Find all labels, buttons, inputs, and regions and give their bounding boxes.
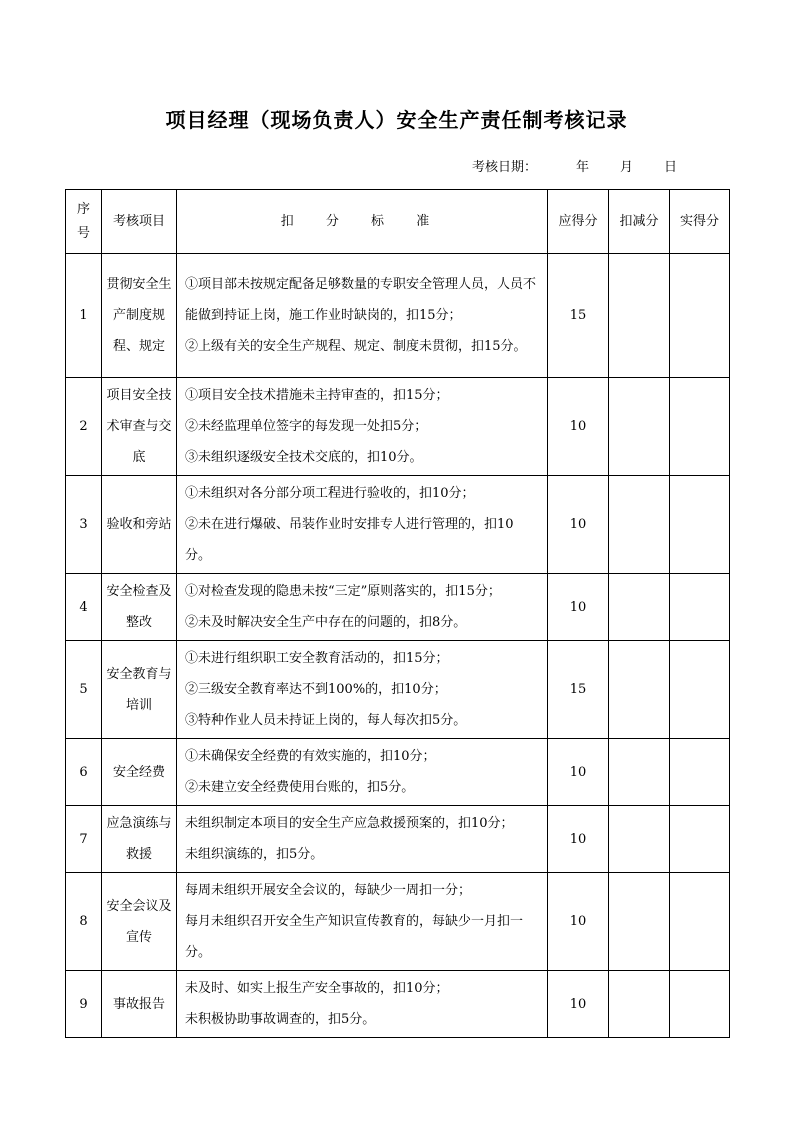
deduction-criteria [177, 574, 548, 641]
due-score: 10 [548, 806, 609, 873]
due-score: 10 [548, 739, 609, 806]
date-day-field[interactable]: 日 [664, 160, 678, 175]
deducted-score-field[interactable] [609, 641, 670, 739]
actual-score-field[interactable] [670, 806, 730, 873]
deduction-criteria [177, 378, 548, 476]
header-num: 序号 [66, 190, 102, 254]
table-row [66, 873, 730, 971]
document-title: 项目经理（现场负责人）安全生产责任制考核记录 [165, 108, 628, 132]
deducted-score-field[interactable] [609, 806, 670, 873]
deducted-score-field[interactable] [609, 873, 670, 971]
criteria-line: ①未进行组织职工安全教育活动的，扣15分； [185, 651, 449, 666]
actual-score-field[interactable] [670, 378, 730, 476]
due-score: 10 [548, 378, 609, 476]
criteria-line: 每月未组织召开安全生产知识宣传教育的，每缺少一月扣一分。 [185, 914, 524, 960]
assessment-table [65, 189, 730, 1038]
header-criteria: 扣 分 标 准 [177, 190, 548, 254]
due-score: 15 [548, 254, 609, 378]
assessment-item: 验收和旁站 [102, 476, 177, 574]
due-score: 10 [548, 971, 609, 1038]
due-score: 15 [548, 641, 609, 739]
header-due-score: 应得分 [548, 190, 609, 254]
criteria-line: ②未及时解决安全生产中存在的问题的，扣8分。 [185, 615, 467, 630]
row-number: 7 [66, 806, 102, 873]
criteria-line: ①对检查发现的隐患未按“三定”原则落实的，扣15分； [185, 584, 501, 599]
actual-score-field[interactable] [670, 254, 730, 378]
deduction-criteria [177, 254, 548, 378]
date-month-field[interactable]: 月 [620, 160, 634, 175]
due-score: 10 [548, 476, 609, 574]
table-row [66, 739, 730, 806]
assessment-item: 安全检查及整改 [102, 574, 177, 641]
actual-score-field[interactable] [670, 476, 730, 574]
criteria-line: 未积极协助事故调查的，扣5分。 [185, 1012, 376, 1027]
row-number: 5 [66, 641, 102, 739]
table-row [66, 641, 730, 739]
row-number: 6 [66, 739, 102, 806]
assessment-item: 应急演练与救援 [102, 806, 177, 873]
actual-score-field[interactable] [670, 641, 730, 739]
criteria-line: ①未组织对各分部分项工程进行验收的，扣10分； [185, 486, 475, 501]
table-row [66, 378, 730, 476]
deduction-criteria [177, 739, 548, 806]
criteria-line: ①项目安全技术措施未主持审查的，扣15分； [185, 388, 449, 403]
deduction-criteria [177, 971, 548, 1038]
date-year-field[interactable]: 年 [576, 160, 590, 175]
actual-score-field[interactable] [670, 739, 730, 806]
table-row [66, 574, 730, 641]
due-score: 10 [548, 873, 609, 971]
assessment-item: 项目安全技术审查与交底 [102, 378, 177, 476]
header-actual: 实得分 [670, 190, 730, 254]
criteria-line: 未组织制定本项目的安全生产应急救援预案的，扣10分； [185, 816, 514, 831]
deduction-criteria [177, 476, 548, 574]
criteria-line: ②三级安全教育率达不到100%的，扣10分； [185, 682, 447, 697]
table-row [66, 476, 730, 574]
criteria-line: ②未经监理单位签字的每发现一处扣5分； [185, 419, 428, 434]
row-number: 2 [66, 378, 102, 476]
criteria-line: 每周未组织开展安全会议的，每缺少一周扣一分； [185, 883, 472, 898]
assessment-item: 安全经费 [102, 739, 177, 806]
row-number: 1 [66, 254, 102, 378]
row-number: 9 [66, 971, 102, 1038]
row-number: 3 [66, 476, 102, 574]
deducted-score-field[interactable] [609, 378, 670, 476]
row-number: 8 [66, 873, 102, 971]
due-score: 10 [548, 574, 609, 641]
row-number: 4 [66, 574, 102, 641]
deducted-score-field[interactable] [609, 476, 670, 574]
assessment-item: 安全教育与培训 [102, 641, 177, 739]
table-row [66, 254, 730, 378]
deducted-score-field[interactable] [609, 971, 670, 1038]
deducted-score-field[interactable] [609, 574, 670, 641]
deducted-score-field[interactable] [609, 739, 670, 806]
table-row [66, 971, 730, 1038]
criteria-line: ③未组织逐级安全技术交底的，扣10分。 [185, 450, 423, 465]
header-item: 考核项目 [102, 190, 177, 254]
date-label: 考核日期： [472, 160, 538, 175]
assessment-item: 贯彻安全生产制度规程、规定 [102, 254, 177, 378]
deduction-criteria [177, 806, 548, 873]
deduction-criteria [177, 873, 548, 971]
actual-score-field[interactable] [670, 873, 730, 971]
header-deducted: 扣减分 [609, 190, 670, 254]
deduction-criteria [177, 641, 548, 739]
criteria-line: 未组织演练的，扣5分。 [185, 847, 324, 862]
criteria-line: ②未建立安全经费使用台账的，扣5分。 [185, 780, 415, 795]
assessment-item: 事故报告 [102, 971, 177, 1038]
criteria-line: 未及时、如实上报生产安全事故的，扣10分； [185, 981, 449, 996]
criteria-line: ①项目部未按规定配备足够数量的专职安全管理人员，人员不能做到持证上岗，施工作业时缺岗的，扣15分； [185, 277, 537, 323]
table-body [66, 254, 730, 1038]
criteria-line: ②上级有关的安全生产规程、规定、制度未贯彻，扣15分。 [185, 339, 527, 354]
assessment-item: 安全会议及宣传 [102, 873, 177, 971]
deducted-score-field[interactable] [609, 254, 670, 378]
assessment-date [472, 156, 677, 175]
criteria-line: ①未确保安全经费的有效实施的，扣10分； [185, 749, 436, 764]
criteria-line: ②未在进行爆破、吊装作业时安排专人进行管理的，扣10分。 [185, 517, 514, 563]
actual-score-field[interactable] [670, 574, 730, 641]
actual-score-field[interactable] [670, 971, 730, 1038]
criteria-line: ③特种作业人员未持证上岗的，每人每次扣5分。 [185, 713, 467, 728]
table-row [66, 806, 730, 873]
table-header-row [66, 190, 730, 254]
